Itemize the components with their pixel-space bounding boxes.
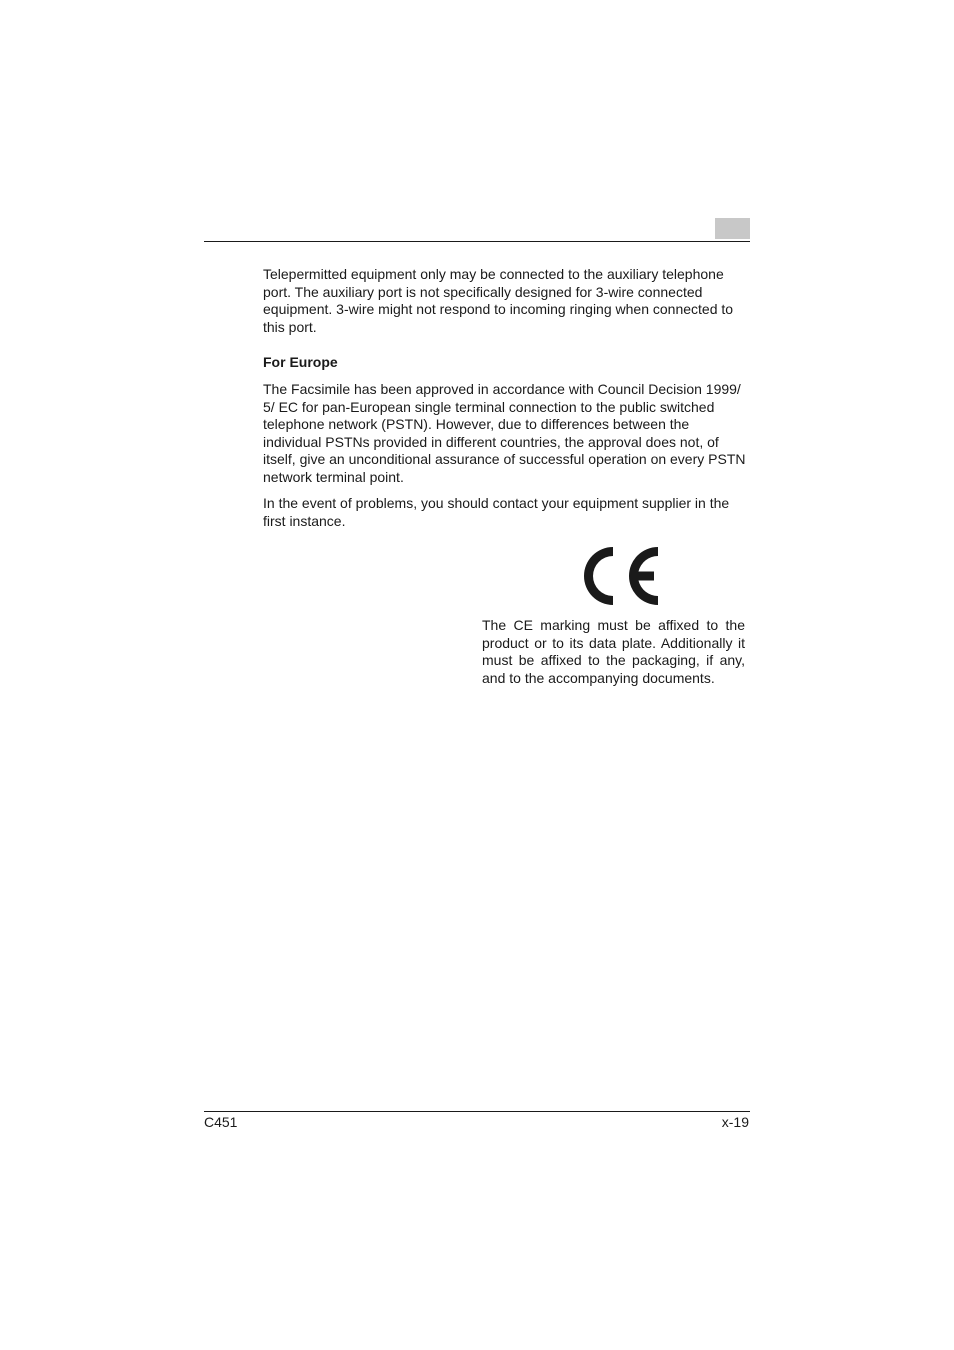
paragraph-facsimile-approval: The Facsimile has been approved in accordance with Council Decision 1999/ 5/ EC for pan-European single terminal connection to the public switched telephone network (PSTN). However, due to differences between the individual PSTNs provided in different countries, the approval does not, of itself, give an unconditional assurance of successful operation on every PSTN network terminal point. (263, 381, 746, 485)
paragraph-auxiliary-port: Telepermitted equipment only may be connected to the auxiliary telephone port. The auxiliary port is not specifically designed for 3-wire connected equipment. 3-wire might not respond to incoming ringing when connected to this port. (263, 266, 734, 335)
ce-mark-icon (580, 543, 660, 609)
footer-model: C451 (204, 1114, 238, 1130)
footer-page-number: x-19 (721, 1114, 749, 1130)
header-rule (204, 241, 750, 242)
section-heading: For Europe (263, 354, 338, 370)
chapter-tab (715, 218, 750, 239)
footer-rule (204, 1111, 750, 1112)
ce-caption: The CE marking must be affixed to the product or to its data plate. Additionally it must be affixed to the packaging, if any, and to the accompanying documents. (482, 617, 745, 686)
paragraph-problems: In the event of problems, you should contact your equipment supplier in the first instance. (263, 495, 730, 529)
